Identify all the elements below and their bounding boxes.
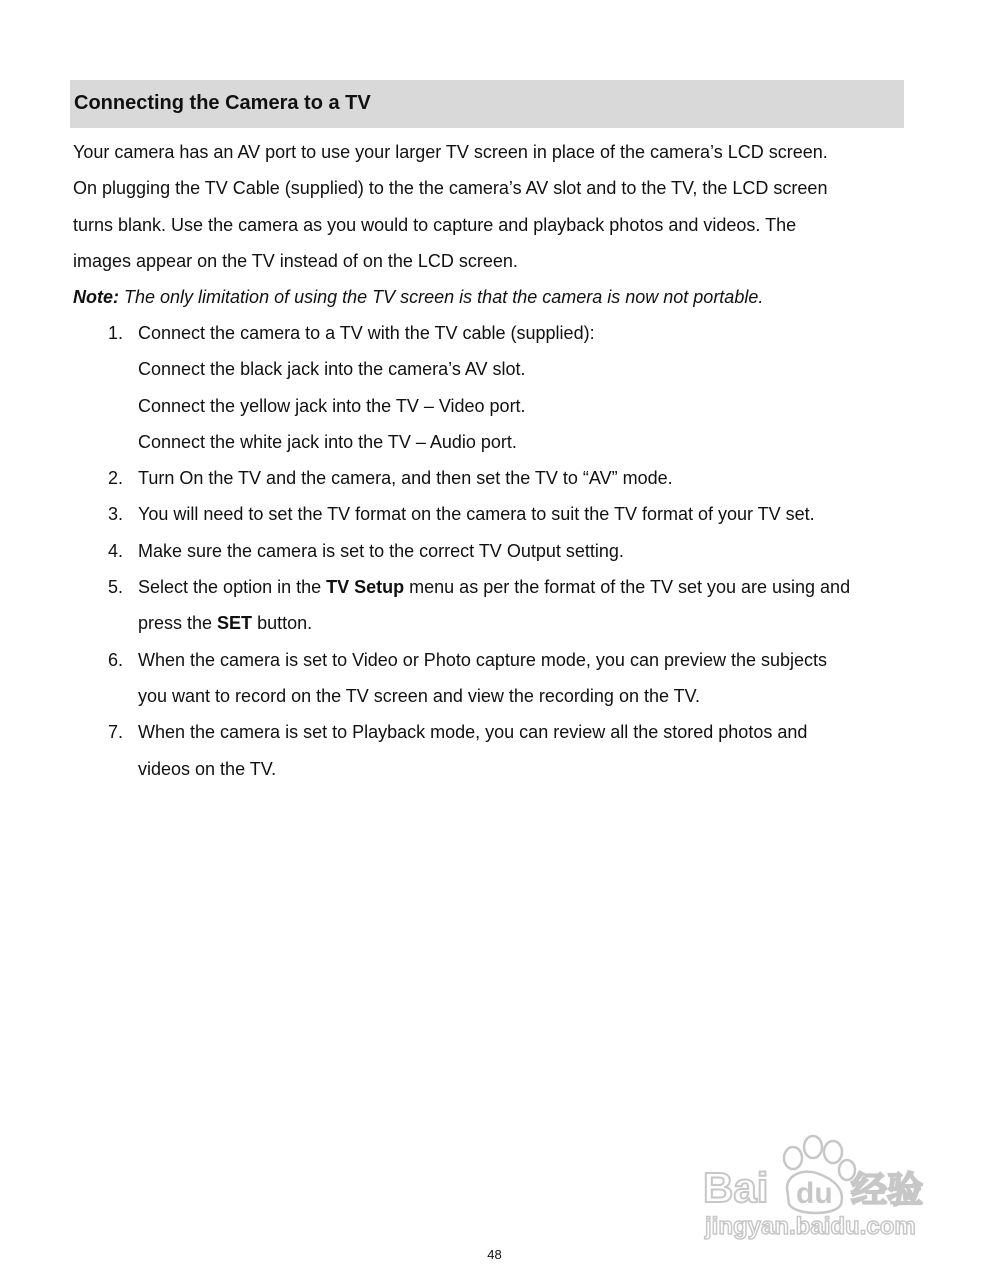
step-text-part: Select the option in the xyxy=(138,577,327,598)
step-text xyxy=(138,605,913,641)
step-text-part: press the xyxy=(138,613,218,634)
note xyxy=(73,279,913,315)
step-number: 5. xyxy=(108,577,124,598)
list-item xyxy=(73,315,913,460)
baidu-jingyan-watermark xyxy=(695,1130,940,1245)
step-text-part: button. xyxy=(252,613,313,634)
section-heading: Connecting the Camera to a TV xyxy=(74,92,371,114)
step-text: You will need to set the TV format on the camera to suit the TV format of your TV set. xyxy=(138,504,815,525)
step-subline: Connect the yellow jack into the TV – Video port. xyxy=(138,395,526,416)
step-text: you want to record on the TV screen and view the recording on the TV. xyxy=(138,685,701,706)
watermark-brand: Bai xyxy=(703,1164,769,1211)
step-text xyxy=(138,569,913,605)
step-text: Make sure the camera is set to the correct TV Output setting. xyxy=(138,540,624,561)
intro-line: On plugging the TV Cable (supplied) to the the camera’s AV slot and to the TV, the LCD screen xyxy=(73,178,828,199)
intro-paragraph xyxy=(73,134,913,279)
watermark-url: jingyan.baidu.com xyxy=(705,1213,916,1240)
step-number: 1. xyxy=(108,323,124,343)
step-number: 6. xyxy=(108,649,124,670)
step-number: 7. xyxy=(108,722,124,743)
step-text-part: menu as per the format of the TV set you are using and xyxy=(404,577,851,598)
step-text: Turn On the TV and the camera, and then set the TV to “AV” mode. xyxy=(138,468,673,489)
page-number: 48 xyxy=(487,1247,502,1262)
list-item xyxy=(73,496,913,532)
list-item xyxy=(73,460,913,496)
section-heading-bar xyxy=(70,80,904,128)
intro-line: images appear on the TV instead of on the LCD screen. xyxy=(73,250,518,271)
step-text: videos on the TV. xyxy=(138,758,277,779)
step-subline: Connect the white jack into the TV – Audio port. xyxy=(138,431,517,452)
note-label: Note: xyxy=(73,287,119,307)
intro-line: turns blank. Use the camera as you would to capture and playback photos and videos. The xyxy=(73,214,797,235)
list-item xyxy=(73,533,913,569)
list-item xyxy=(73,569,913,642)
menu-name-tv-setup: TV Setup xyxy=(326,577,405,598)
step-number: 3. xyxy=(108,504,124,525)
watermark-chinese: 经验 xyxy=(851,1170,924,1211)
intro-line: Your camera has an AV port to use your larger TV screen in place of the camera’s LCD screen. xyxy=(73,142,828,162)
button-name-set: SET xyxy=(217,613,253,634)
step-number: 4. xyxy=(108,540,124,561)
note-text: The only limitation of using the TV screen is that the camera is now not portable. xyxy=(124,287,764,307)
steps-list xyxy=(73,315,913,787)
list-item xyxy=(73,642,913,715)
step-text: When the camera is set to Playback mode, you can review all the stored photos and xyxy=(138,722,808,743)
step-text: When the camera is set to Video or Photo capture mode, you can preview the subjects xyxy=(138,649,828,670)
step-text: Connect the camera to a TV with the TV cable (supplied): xyxy=(138,323,595,343)
list-item xyxy=(73,714,913,787)
step-number: 2. xyxy=(108,468,124,489)
watermark-brand-suffix: du xyxy=(796,1177,833,1210)
step-subline: Connect the black jack into the camera’s AV slot. xyxy=(138,359,526,380)
